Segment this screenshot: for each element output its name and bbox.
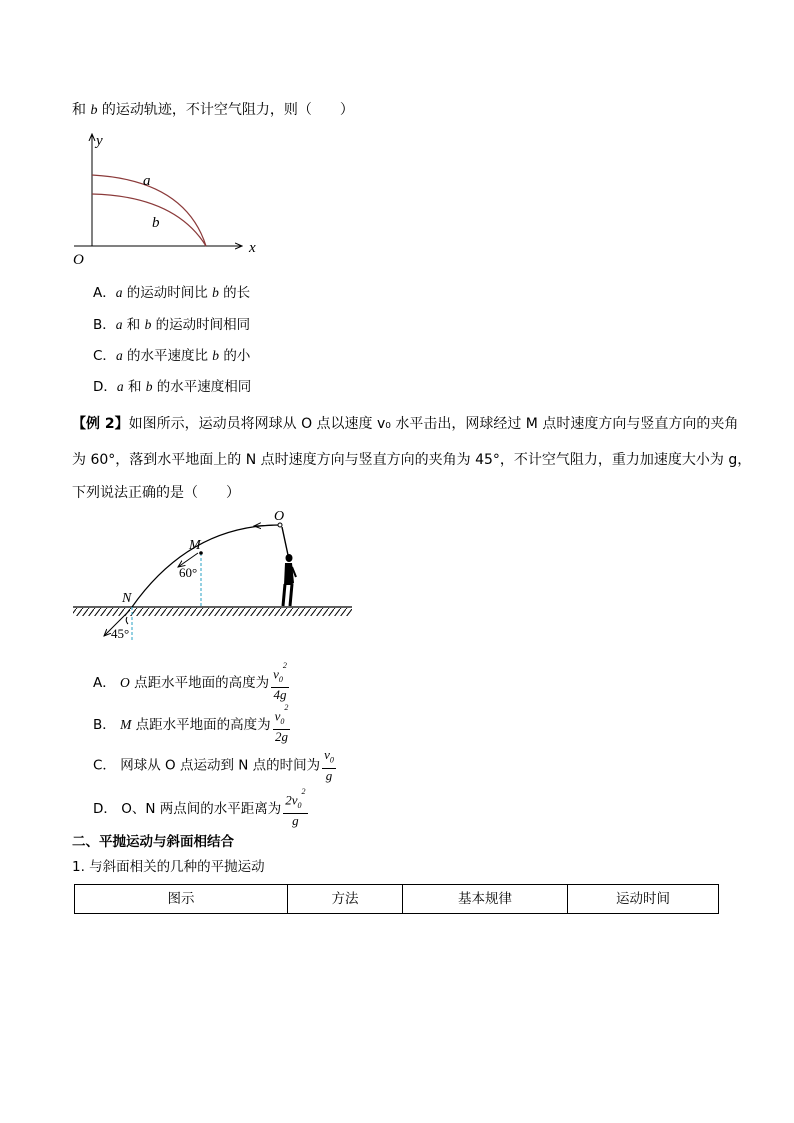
- curve-b: [92, 194, 206, 246]
- option-text-segment: 的运动时间相同: [151, 317, 251, 333]
- q2-line1-text: 如图所示，运动员将网球从 O 点以速度 v₀ 水平击出，网球经过 M 点时速度方向与竖直方向的夹角: [128, 416, 739, 432]
- q2-line3: 下列说法正确的是（ ）: [72, 485, 240, 501]
- option-letter: A．: [93, 674, 116, 691]
- option-text-segment: b: [144, 317, 152, 332]
- option-text-segment: 的水平速度相同: [152, 379, 252, 395]
- ball-trajectory: [132, 525, 280, 607]
- angle-label-M: 60°: [179, 565, 198, 580]
- option-text-segment: a: [115, 348, 123, 363]
- q2-line2: 为 60°，落到水平地面上的 N 点时速度方向与竖直方向的夹角为 45°，不计空气阻力，重力加速度大小为 g，: [72, 452, 752, 468]
- q2-tag: 【例 2】: [72, 416, 129, 432]
- option-text: 点距水平地面的高度为: [131, 716, 271, 733]
- q2-option-C[interactable]: [93, 748, 336, 783]
- section-heading: 二、平抛运动与斜面相结合: [72, 834, 234, 850]
- q1-option-B[interactable]: [93, 315, 250, 335]
- label-O: O: [274, 509, 285, 524]
- velocity-arrow-O: [254, 525, 275, 526]
- section-subheading: 1. 与斜面相关的几种的平抛运动: [72, 859, 265, 875]
- q1-option-D[interactable]: [93, 377, 251, 397]
- q2-tennis-figure: [70, 505, 360, 645]
- q1-option-C[interactable]: [93, 346, 250, 366]
- option-letter: D．: [93, 800, 117, 817]
- option-text-segment: b: [212, 285, 219, 300]
- q1-stem-pre: 和: [72, 102, 86, 118]
- option-text: 网球从 O 点运动到 N 点的时间为: [120, 757, 321, 774]
- fraction: $\frac{2v_0^2}{g}$: [285, 787, 306, 828]
- option-letter: C．: [93, 757, 116, 774]
- fraction: $\frac{v_0^2}{4g}$: [273, 661, 287, 702]
- option-text-segment: a: [116, 379, 124, 394]
- option-text-segment: 和: [122, 317, 145, 333]
- athlete-silhouette: [282, 527, 296, 606]
- option-letter: D．: [93, 379, 117, 395]
- option-text-segment: a: [115, 317, 123, 332]
- option-text-segment: a: [115, 285, 123, 300]
- fraction: $\frac{v_0}{g}$: [324, 747, 334, 783]
- option-text-segment: b: [212, 348, 220, 363]
- angle-arc-N: [126, 617, 128, 624]
- q2-option-A[interactable]: [93, 661, 289, 702]
- methods-table: [74, 884, 719, 914]
- angle-label-N: 45°: [111, 626, 130, 641]
- option-text-segment: 的长: [218, 285, 251, 301]
- option-letter: A．: [93, 285, 116, 301]
- option-text: 点距水平地面的高度为: [129, 674, 270, 691]
- option-text-segment: 的运动时间比: [122, 285, 213, 301]
- q1-stem: [72, 100, 354, 121]
- curve-a-label: a: [143, 173, 151, 189]
- option-text-segment: 的水平速度比: [122, 348, 213, 364]
- option-point: M: [120, 716, 132, 732]
- curve-b-label: b: [152, 215, 160, 231]
- x-axis-label: x: [249, 240, 256, 256]
- q1-trajectory-figure: [70, 128, 270, 268]
- option-letter: C．: [93, 348, 116, 364]
- table-header-row: [75, 885, 719, 914]
- q1-stem-b: b: [90, 103, 98, 118]
- option-letter: B．: [93, 317, 116, 333]
- table-header-cell: 运动时间: [568, 885, 719, 914]
- option-letter: B．: [93, 716, 116, 733]
- label-M: M: [189, 538, 201, 553]
- option-text-segment: 的小: [219, 348, 251, 364]
- q2-line1: [72, 414, 738, 434]
- y-axis-label: y: [96, 133, 103, 149]
- table-header-cell: 方法: [288, 885, 403, 914]
- option-text-segment: b: [145, 379, 153, 394]
- q1-option-A[interactable]: [93, 283, 250, 303]
- q1-stem-post: 的运动轨迹，不计空气阻力，则（ ）: [97, 102, 354, 118]
- table-header-cell: 图示: [75, 885, 288, 914]
- option-text: O、N 两点间的水平距离为: [121, 800, 282, 817]
- ground-hatch: [73, 608, 352, 616]
- label-N: N: [122, 591, 132, 606]
- option-point: O: [120, 674, 130, 690]
- table-header-cell: 基本规律: [403, 885, 568, 914]
- origin-label: O: [73, 252, 84, 268]
- fraction: $\frac{v_0^2}{2g}$: [274, 703, 289, 744]
- q2-option-B[interactable]: [93, 703, 290, 744]
- option-text-segment: 和: [123, 379, 146, 395]
- q2-option-D[interactable]: [93, 787, 308, 828]
